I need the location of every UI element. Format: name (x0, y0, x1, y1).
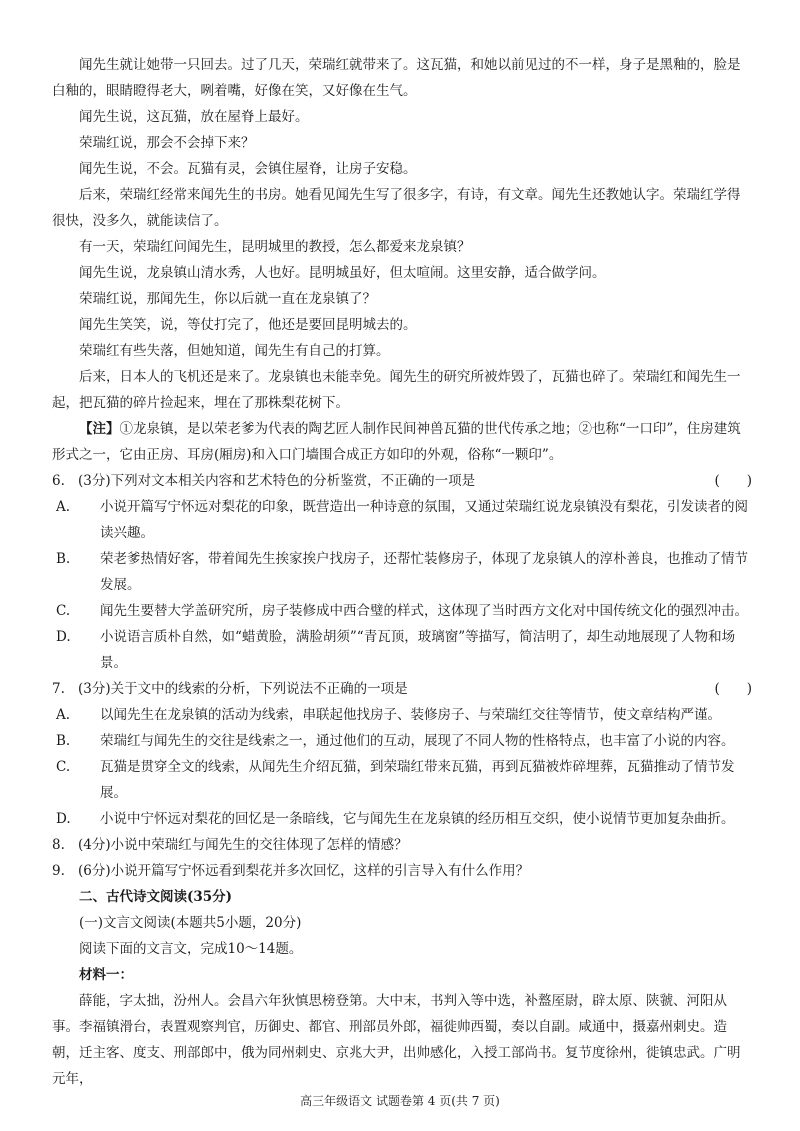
page-footer: 高三年级语文 试题卷第 4 页(共 7 页) (300, 1094, 500, 1108)
story-paragraph: 后来，荣瑞红经常来闻先生的书房。她看见闻先生写了很多字，有诗，有文章。闻先生还教她认字。荣瑞红学得很快，没多久，就能读信了。 (52, 187, 741, 229)
story-paragraph: 闻先生说，不会。瓦猫有灵，会镇住屋脊，让房子安稳。 (79, 161, 417, 177)
question-list (52, 468, 752, 884)
content-area (52, 52, 752, 1092)
note-text: ①龙泉镇，是以荣老爹为代表的陶艺匠人制作民间神兽瓦猫的世代传承之地；②也称“一口印”，住房建筑形式之一，它由正房、耳房(厢房)和入口门墙围合成正方如印的外观，俗称“一颗印”。 (52, 421, 741, 463)
question-number: 6. (52, 473, 65, 489)
option-label: A. (56, 499, 71, 515)
option-d (52, 806, 752, 832)
option-a (52, 702, 752, 728)
story-paragraph: 闻先生说，这瓦猫，放在屋脊上最好。 (79, 109, 309, 125)
story-paragraph: 荣瑞红说，那闻先生，你以后就一直在龙泉镇了？ (79, 291, 376, 307)
option-text: 瓦猫是贯穿全文的线索，从闻先生介绍瓦猫，到荣瑞红带来瓦猫，再到瓦猫被炸碎埋葬，瓦猫推动了情节发展。 (100, 759, 735, 801)
story-paragraph: 荣瑞红说，那会不会掉下来？ (79, 135, 255, 151)
annotation-note (52, 416, 752, 468)
story-passage (52, 52, 752, 416)
question-stem: (3分)下列对文本相关内容和艺术特色的分析鉴赏，不正确的一项是 (78, 473, 476, 489)
story-paragraph: 荣瑞红有些失落，但她知道，闻先生有自己的打算。 (79, 343, 390, 359)
option-text: 荣瑞红与闻先生的交往是线索之一，通过他们的互动，展现了不同人物的性格特点，也丰富了小说的内容。 (100, 733, 735, 749)
answer-blank[interactable]: ( ) (714, 681, 752, 697)
option-text: 闻先生要替大学盖研究所，房子装修成中西合璧的样式，这体现了当时西方文化对中国传统文化的强烈冲击。 (100, 603, 748, 619)
question-number: 7. (52, 681, 65, 697)
option-label: A. (56, 707, 71, 723)
question-stem: (4分)小说中荣瑞红与闻先生的交往体现了怎样的情感？ (78, 837, 408, 853)
option-label: B. (56, 551, 71, 567)
question-number: 9. (52, 863, 65, 879)
question-7 (52, 676, 752, 702)
option-label: D. (56, 629, 71, 645)
option-text: 小说开篇写宁怀远对梨花的印象，既营造出一种诗意的氛围，又通过荣瑞红说龙泉镇没有梨花，引发读者的阅读兴趣。 (100, 499, 748, 541)
section-heading: 二、古代诗文阅读(35分) (79, 889, 233, 905)
option-label: B. (56, 733, 71, 749)
option-c (52, 754, 752, 806)
story-paragraph: 闻先生就让她带一只回去。过了几天，荣瑞红就带来了。这瓦猫，和她以前见过的不一样，身子是黑釉的，脸是白釉的，眼睛瞪得老大，咧着嘴，好像在笑，又好像在生气。 (52, 57, 741, 99)
option-b (52, 728, 752, 754)
option-text: 以闻先生在龙泉镇的活动为线索，串联起他找房子、装修房子、与荣瑞红交往等情节，使文章结构严谨。 (100, 707, 721, 723)
story-paragraph: 闻先生说，龙泉镇山清水秀，人也好。昆明城虽好，但太喧闹。这里安静，适合做学问。 (79, 265, 606, 281)
story-paragraph: 后来，日本人的飞机还是来了。龙泉镇也未能幸免。闻先生的研究所被炸毁了，瓦猫也碎了。荣瑞红和闻先生一起，把瓦猫的碎片捡起来，埋在了那株梨花树下。 (52, 369, 741, 411)
answer-blank[interactable]: ( ) (714, 473, 752, 489)
note-tag: 【注】 (79, 421, 120, 437)
question-stem: (6分)小说开篇写宁怀远看到梨花并多次回忆，这样的引言导入有什么作用？ (78, 863, 530, 879)
option-b (52, 546, 752, 598)
option-text: 小说中宁怀远对梨花的回忆是一条暗线，它与闻先生在龙泉镇的经历相互交织，使小说情节更加复杂曲折。 (100, 811, 735, 827)
question-6 (52, 468, 752, 494)
classical-passage: 薛能，字太拙，汾州人。会昌六年狄慎思榜登第。大中末，书判入等中选，补盩厔尉，辟太原、陕虢、河阳从事。李福镇滑台，表置观察判官，历御史、都官、刑部员外郎，福徙帅西蜀，奏以自副。咸通中，摄嘉州刺史。造朝，迁主客、度支、刑部郎中，俄为同州刺史、京兆大尹，出帅感化，入授工部尚书。复节度徐州，徙镇忠武。广明元年， (52, 993, 741, 1087)
option-d (52, 624, 752, 676)
story-paragraph: 闻先生笑笑，说，等仗打完了，他还是要回昆明城去的。 (79, 317, 417, 333)
story-paragraph: 有一天，荣瑞红问闻先生，昆明城里的教授，怎么都爱来龙泉镇？ (79, 239, 471, 255)
question-9 (52, 858, 752, 884)
option-text: 荣老爹热情好客，带着闻先生挨家挨户找房子，还帮忙装修房子，体现了龙泉镇人的淳朴善良，也推动了情节发展。 (100, 551, 748, 593)
question-number: 8. (52, 837, 65, 853)
subsection-heading: (一)文言文阅读(本题共5小题，20分) (79, 915, 302, 931)
question-8 (52, 832, 752, 858)
option-a (52, 494, 752, 546)
option-label: D. (56, 811, 71, 827)
question-stem: (3分)关于文中的线索的分析，下列说法不正确的一项是 (78, 681, 408, 697)
option-c (52, 598, 752, 624)
option-label: C. (56, 759, 71, 775)
reading-instruction: 阅读下面的文言文，完成10～14题。 (79, 941, 303, 957)
option-label: C. (56, 603, 71, 619)
material-label: 材料一： (79, 967, 133, 983)
option-text: 小说语言质朴自然，如“蜡黄脸，满脸胡须”“青瓦顶，玻璃窗”等描写，简洁明了，却生动地展现了人物和场景。 (100, 629, 736, 671)
